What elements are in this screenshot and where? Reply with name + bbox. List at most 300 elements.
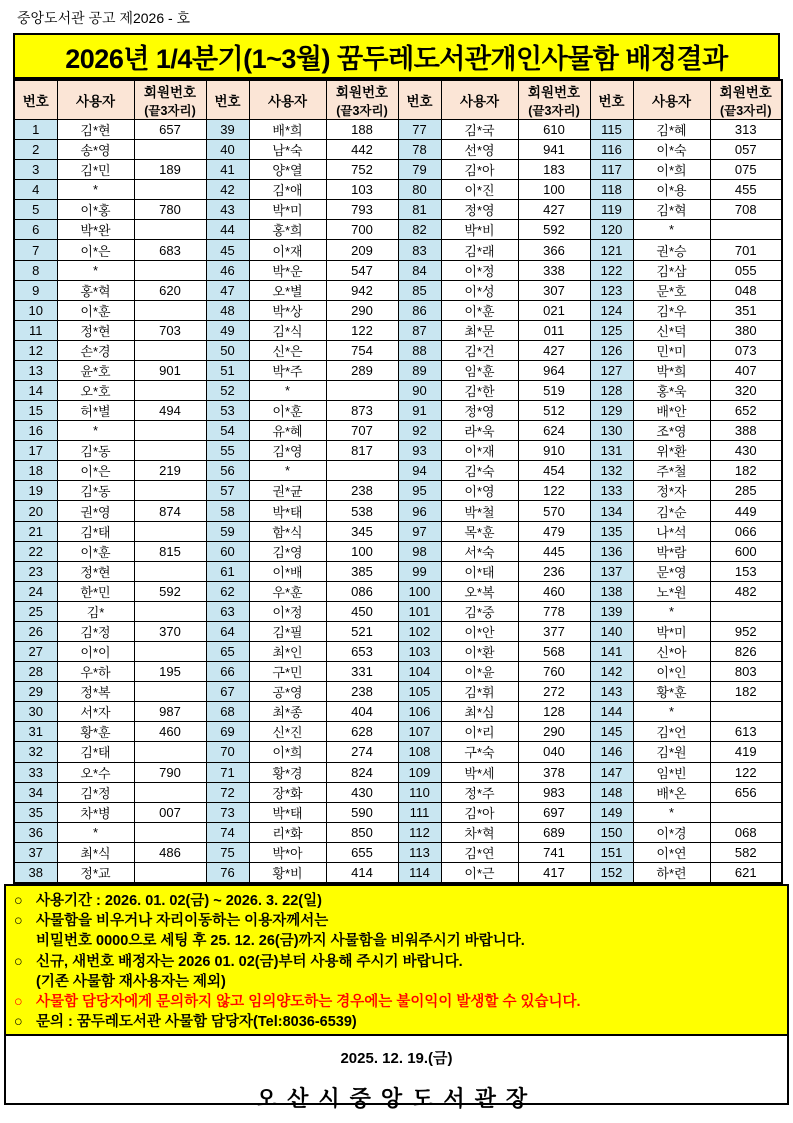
table-row	[14, 320, 782, 340]
user-name-cell: 김*건	[441, 340, 518, 360]
user-name-cell: 최*인	[249, 642, 326, 662]
user-name-cell: 박*주	[249, 360, 326, 380]
user-name-cell: 김*영	[249, 541, 326, 561]
table-row	[14, 702, 782, 722]
locker-no-cell: 50	[206, 340, 249, 360]
notice-text: 비밀번호 0000으로 세팅 후 25. 12. 26(금)까지 사물함을 비워주시기 바랍니다.	[36, 933, 525, 950]
member-no-cell: 238	[326, 682, 398, 702]
user-name-cell: 유*혜	[249, 421, 326, 441]
locker-no-cell: 59	[206, 521, 249, 541]
table-row	[14, 240, 782, 260]
member-no-cell: 238	[326, 481, 398, 501]
member-no-cell	[134, 381, 206, 401]
member-no-cell: 385	[326, 561, 398, 581]
user-name-cell: 박*아	[249, 842, 326, 862]
member-no-cell: 274	[326, 742, 398, 762]
member-no-cell: 697	[518, 802, 590, 822]
user-name-cell: 나*석	[633, 521, 710, 541]
user-name-cell: 신*은	[249, 340, 326, 360]
member-no-cell: 817	[326, 441, 398, 461]
member-no-cell: 701	[710, 240, 782, 260]
member-no-cell: 653	[326, 642, 398, 662]
locker-no-cell: 127	[590, 360, 633, 380]
locker-no-cell: 115	[590, 120, 633, 140]
user-name-cell: 이*숙	[633, 140, 710, 160]
member-no-cell: 941	[518, 140, 590, 160]
user-name-cell: 이*정	[441, 260, 518, 280]
member-no-cell: 760	[518, 662, 590, 682]
user-name-cell: *	[57, 822, 134, 842]
member-no-cell: 182	[710, 461, 782, 481]
locker-no-cell: 105	[398, 682, 441, 702]
member-no-cell: 100	[518, 180, 590, 200]
table-row	[14, 300, 782, 320]
member-no-cell: 378	[518, 762, 590, 782]
member-no-cell: 068	[710, 822, 782, 842]
user-name-cell: 김*현	[57, 120, 134, 140]
user-name-cell: 김*아	[441, 802, 518, 822]
locker-no-cell: 135	[590, 521, 633, 541]
user-name-cell: 황*훈	[633, 682, 710, 702]
locker-no-cell: 63	[206, 601, 249, 621]
member-no-cell	[710, 702, 782, 722]
locker-no-cell: 36	[14, 822, 57, 842]
notice-text: (기존 사물함 재사용자는 제외)	[36, 973, 226, 990]
user-name-cell: 임*훈	[441, 360, 518, 380]
user-name-cell: 황*비	[249, 862, 326, 883]
member-no-cell: 803	[710, 662, 782, 682]
col-header-member: 회원번호 (끝3자리)	[518, 80, 590, 120]
locker-no-cell: 130	[590, 421, 633, 441]
user-name-cell: 정*영	[441, 200, 518, 220]
member-no-cell: 236	[518, 561, 590, 581]
user-name-cell: 차*혁	[441, 822, 518, 842]
locker-no-cell: 34	[14, 782, 57, 802]
locker-no-cell: 97	[398, 521, 441, 541]
member-no-cell: 590	[326, 802, 398, 822]
user-name-cell: 조*영	[633, 421, 710, 441]
user-name-cell: 공*영	[249, 682, 326, 702]
user-name-cell: 배*안	[633, 401, 710, 421]
user-name-cell: 송*영	[57, 140, 134, 160]
member-no-cell: 209	[326, 240, 398, 260]
user-name-cell: 김*언	[633, 722, 710, 742]
member-no-cell: 188	[326, 120, 398, 140]
locker-no-cell: 151	[590, 842, 633, 862]
notice-line	[14, 1012, 779, 1032]
member-no-cell: 482	[710, 581, 782, 601]
locker-no-cell: 56	[206, 461, 249, 481]
member-no-cell	[134, 742, 206, 762]
user-name-cell: 정*영	[441, 401, 518, 421]
locker-no-cell: 144	[590, 702, 633, 722]
locker-no-cell: 111	[398, 802, 441, 822]
locker-no-cell: 35	[14, 802, 57, 822]
table-row	[14, 260, 782, 280]
member-no-cell: 122	[518, 481, 590, 501]
table-row	[14, 140, 782, 160]
member-no-cell: 377	[518, 621, 590, 641]
member-no-cell: 290	[326, 300, 398, 320]
user-name-cell: 김*우	[633, 300, 710, 320]
table-row	[14, 120, 782, 140]
member-no-cell: 592	[518, 220, 590, 240]
locker-no-cell: 66	[206, 662, 249, 682]
locker-no-cell: 58	[206, 501, 249, 521]
member-no-cell	[710, 802, 782, 822]
member-no-cell: 345	[326, 521, 398, 541]
notice-text: 신규, 새번호 배정자는 2026 01. 02(금)부터 사용해 주시기 바랍니다.	[36, 953, 463, 970]
locker-no-cell: 31	[14, 722, 57, 742]
user-name-cell: 남*숙	[249, 140, 326, 160]
user-name-cell: 정*주	[441, 782, 518, 802]
locker-no-cell: 114	[398, 862, 441, 883]
table-row	[14, 160, 782, 180]
locker-no-cell: 12	[14, 340, 57, 360]
user-name-cell: 임*빈	[633, 762, 710, 782]
signature-area	[6, 1036, 787, 1113]
user-name-cell: 이*진	[441, 180, 518, 200]
col-header-member: 회원번호 (끝3자리)	[710, 80, 782, 120]
user-name-cell: 최*종	[249, 702, 326, 722]
locker-no-cell: 11	[14, 320, 57, 340]
member-no-cell: 066	[710, 521, 782, 541]
table-row	[14, 722, 782, 742]
table-row	[14, 401, 782, 421]
table-row	[14, 581, 782, 601]
user-name-cell: 신*덕	[633, 320, 710, 340]
user-name-cell: 홍*욱	[633, 381, 710, 401]
table-row	[14, 601, 782, 621]
member-no-cell	[134, 220, 206, 240]
user-name-cell: 박*운	[249, 260, 326, 280]
user-name-cell: 하*련	[633, 862, 710, 883]
member-no-cell: 910	[518, 441, 590, 461]
member-no-cell: 442	[326, 140, 398, 160]
member-no-cell	[134, 561, 206, 581]
table-row	[14, 541, 782, 561]
member-no-cell: 460	[134, 722, 206, 742]
member-no-cell: 073	[710, 340, 782, 360]
locker-no-cell: 101	[398, 601, 441, 621]
member-no-cell	[134, 140, 206, 160]
locker-no-cell: 96	[398, 501, 441, 521]
member-no-cell: 100	[326, 541, 398, 561]
notice-line	[14, 992, 779, 1012]
user-name-cell: 최*문	[441, 320, 518, 340]
member-no-cell: 754	[326, 340, 398, 360]
user-name-cell: 김*태	[57, 521, 134, 541]
locker-no-cell: 41	[206, 160, 249, 180]
user-name-cell: 이*은	[57, 461, 134, 481]
member-no-cell: 778	[518, 601, 590, 621]
table-body	[14, 120, 782, 884]
locker-no-cell: 108	[398, 742, 441, 762]
member-no-cell: 983	[518, 782, 590, 802]
user-name-cell: *	[249, 461, 326, 481]
user-name-cell: 최*심	[441, 702, 518, 722]
locker-no-cell: 85	[398, 280, 441, 300]
locker-no-cell: 90	[398, 381, 441, 401]
locker-no-cell: 83	[398, 240, 441, 260]
locker-no-cell: 21	[14, 521, 57, 541]
col-header-user: 사용자	[633, 80, 710, 120]
locker-no-cell: 52	[206, 381, 249, 401]
member-no-cell: 183	[518, 160, 590, 180]
member-no-cell: 655	[326, 842, 398, 862]
assignment-table	[13, 79, 783, 884]
user-name-cell: 이*연	[633, 842, 710, 862]
locker-no-cell: 6	[14, 220, 57, 240]
user-name-cell: *	[57, 260, 134, 280]
locker-no-cell: 46	[206, 260, 249, 280]
locker-no-cell: 65	[206, 642, 249, 662]
member-no-cell: 460	[518, 581, 590, 601]
user-name-cell: 서*자	[57, 702, 134, 722]
member-no-cell: 103	[326, 180, 398, 200]
user-name-cell: 김*	[57, 601, 134, 621]
user-name-cell: 노*원	[633, 581, 710, 601]
member-no-cell: 219	[134, 461, 206, 481]
user-name-cell: 우*훈	[249, 581, 326, 601]
locker-no-cell: 37	[14, 842, 57, 862]
user-name-cell: 황*경	[249, 762, 326, 782]
member-no-cell: 285	[710, 481, 782, 501]
locker-no-cell: 119	[590, 200, 633, 220]
user-name-cell: 이*안	[441, 621, 518, 641]
locker-no-cell: 84	[398, 260, 441, 280]
member-no-cell: 826	[710, 642, 782, 662]
user-name-cell: 이*정	[249, 601, 326, 621]
user-name-cell: 권*승	[633, 240, 710, 260]
locker-no-cell: 81	[398, 200, 441, 220]
notice-list	[6, 886, 787, 1036]
user-name-cell: 김*연	[441, 842, 518, 862]
user-name-cell: 이*리	[441, 722, 518, 742]
member-no-cell: 752	[326, 160, 398, 180]
locker-no-cell: 10	[14, 300, 57, 320]
locker-no-cell: 45	[206, 240, 249, 260]
member-no-cell: 592	[134, 581, 206, 601]
user-name-cell: 오*복	[441, 581, 518, 601]
locker-no-cell: 15	[14, 401, 57, 421]
member-no-cell	[326, 381, 398, 401]
circle-bullet-icon: ○	[14, 893, 23, 909]
circle-bullet-icon: ○	[14, 913, 23, 930]
user-name-cell: 정*교	[57, 862, 134, 883]
table-row	[14, 360, 782, 380]
locker-no-cell: 30	[14, 702, 57, 722]
notice-text: 사물함을 비우거나 자리이동하는 이용자께서는	[36, 913, 329, 930]
member-no-cell: 815	[134, 541, 206, 561]
table-row	[14, 862, 782, 883]
locker-no-cell: 138	[590, 581, 633, 601]
member-no-cell: 380	[710, 320, 782, 340]
notice-text: 문의 : 꿈두레도서관 사물함 담당자(Tel:8036-6539)	[36, 1014, 357, 1031]
table-row	[14, 742, 782, 762]
table-row	[14, 481, 782, 501]
member-no-cell: 195	[134, 662, 206, 682]
locker-no-cell: 102	[398, 621, 441, 641]
locker-no-cell: 18	[14, 461, 57, 481]
member-no-cell	[134, 180, 206, 200]
member-no-cell: 272	[518, 682, 590, 702]
locker-no-cell: 118	[590, 180, 633, 200]
member-no-cell: 613	[710, 722, 782, 742]
locker-no-cell: 141	[590, 642, 633, 662]
user-name-cell: 김*혁	[633, 200, 710, 220]
locker-no-cell: 1	[14, 120, 57, 140]
member-no-cell: 479	[518, 521, 590, 541]
member-no-cell: 122	[710, 762, 782, 782]
notice-line	[14, 952, 779, 972]
locker-no-cell: 2	[14, 140, 57, 160]
member-no-cell: 987	[134, 702, 206, 722]
table-row	[14, 200, 782, 220]
member-no-cell: 519	[518, 381, 590, 401]
locker-no-cell: 126	[590, 340, 633, 360]
locker-no-cell: 142	[590, 662, 633, 682]
table-row	[14, 762, 782, 782]
locker-no-cell: 150	[590, 822, 633, 842]
locker-no-cell: 86	[398, 300, 441, 320]
locker-no-cell: 148	[590, 782, 633, 802]
locker-no-cell: 89	[398, 360, 441, 380]
locker-no-cell: 149	[590, 802, 633, 822]
member-no-cell: 494	[134, 401, 206, 421]
member-no-cell: 547	[326, 260, 398, 280]
user-name-cell: 정*현	[57, 320, 134, 340]
member-no-cell: 430	[326, 782, 398, 802]
col-header-no: 번호	[590, 80, 633, 120]
member-no-cell: 128	[518, 702, 590, 722]
user-name-cell: 이*은	[57, 240, 134, 260]
locker-no-cell: 26	[14, 621, 57, 641]
user-name-cell: 박*미	[633, 621, 710, 641]
user-name-cell: 이*윤	[441, 662, 518, 682]
user-name-cell: *	[633, 601, 710, 621]
locker-no-cell: 99	[398, 561, 441, 581]
locker-no-cell: 82	[398, 220, 441, 240]
locker-no-cell: 29	[14, 682, 57, 702]
user-name-cell: 이*영	[441, 481, 518, 501]
member-no-cell: 307	[518, 280, 590, 300]
locker-no-cell: 93	[398, 441, 441, 461]
locker-no-cell: 19	[14, 481, 57, 501]
locker-no-cell: 78	[398, 140, 441, 160]
member-no-cell: 600	[710, 541, 782, 561]
user-name-cell: *	[633, 702, 710, 722]
user-name-cell: 김*정	[57, 621, 134, 641]
member-no-cell: 370	[134, 621, 206, 641]
user-name-cell: 라*욱	[441, 421, 518, 441]
user-name-cell: 정*자	[633, 481, 710, 501]
member-no-cell	[134, 421, 206, 441]
member-no-cell: 624	[518, 421, 590, 441]
locker-no-cell: 22	[14, 541, 57, 561]
locker-no-cell: 17	[14, 441, 57, 461]
member-no-cell: 628	[326, 722, 398, 742]
user-name-cell: 이*성	[441, 280, 518, 300]
member-no-cell: 055	[710, 260, 782, 280]
circle-bullet-icon: ○	[14, 953, 23, 970]
locker-no-cell: 91	[398, 401, 441, 421]
user-name-cell: 박*상	[249, 300, 326, 320]
member-no-cell: 874	[134, 501, 206, 521]
col-header-member: 회원번호 (끝3자리)	[326, 80, 398, 120]
member-no-cell	[134, 642, 206, 662]
locker-no-cell: 104	[398, 662, 441, 682]
user-name-cell: 오*수	[57, 762, 134, 782]
user-name-cell: 손*경	[57, 340, 134, 360]
table-row	[14, 561, 782, 581]
notice-text: 사용기간 : 2026. 01. 02(금) ~ 2026. 3. 22(일)	[36, 893, 322, 909]
member-no-cell: 407	[710, 360, 782, 380]
user-name-cell: 김*태	[57, 742, 134, 762]
notice-line	[14, 972, 779, 992]
user-name-cell: 김*식	[249, 320, 326, 340]
user-name-cell: 김*애	[249, 180, 326, 200]
user-name-cell: 장*화	[249, 782, 326, 802]
table-row	[14, 381, 782, 401]
locker-no-cell: 7	[14, 240, 57, 260]
member-no-cell: 850	[326, 822, 398, 842]
table-row	[14, 822, 782, 842]
table-header-row	[14, 80, 782, 120]
table-row	[14, 802, 782, 822]
table-row	[14, 340, 782, 360]
locker-no-cell: 146	[590, 742, 633, 762]
member-no-cell: 313	[710, 120, 782, 140]
locker-no-cell: 95	[398, 481, 441, 501]
user-name-cell: *	[633, 802, 710, 822]
member-no-cell: 427	[518, 200, 590, 220]
locker-no-cell: 27	[14, 642, 57, 662]
table-row	[14, 662, 782, 682]
locker-no-cell: 3	[14, 160, 57, 180]
member-no-cell: 708	[710, 200, 782, 220]
member-no-cell: 538	[326, 501, 398, 521]
locker-no-cell: 60	[206, 541, 249, 561]
table-row	[14, 842, 782, 862]
member-no-cell: 942	[326, 280, 398, 300]
library-director-signature: 오산시중앙도서관장	[255, 1086, 538, 1111]
col-header-user: 사용자	[441, 80, 518, 120]
table-row	[14, 521, 782, 541]
locker-no-cell: 103	[398, 642, 441, 662]
user-name-cell: 문*영	[633, 561, 710, 581]
member-no-cell: 040	[518, 742, 590, 762]
locker-no-cell: 100	[398, 581, 441, 601]
user-name-cell: 이*경	[633, 822, 710, 842]
locker-no-cell: 77	[398, 120, 441, 140]
locker-no-cell: 48	[206, 300, 249, 320]
col-header-user: 사용자	[249, 80, 326, 120]
locker-no-cell: 137	[590, 561, 633, 581]
user-name-cell: 김*필	[249, 621, 326, 641]
user-name-cell: 이*홍	[57, 200, 134, 220]
member-no-cell	[710, 220, 782, 240]
locker-no-cell: 74	[206, 822, 249, 842]
locker-no-cell: 75	[206, 842, 249, 862]
user-name-cell: 목*훈	[441, 521, 518, 541]
member-no-cell: 338	[518, 260, 590, 280]
locker-no-cell: 61	[206, 561, 249, 581]
user-name-cell: 이*훈	[441, 300, 518, 320]
locker-no-cell: 14	[14, 381, 57, 401]
member-no-cell: 388	[710, 421, 782, 441]
locker-no-cell: 32	[14, 742, 57, 762]
